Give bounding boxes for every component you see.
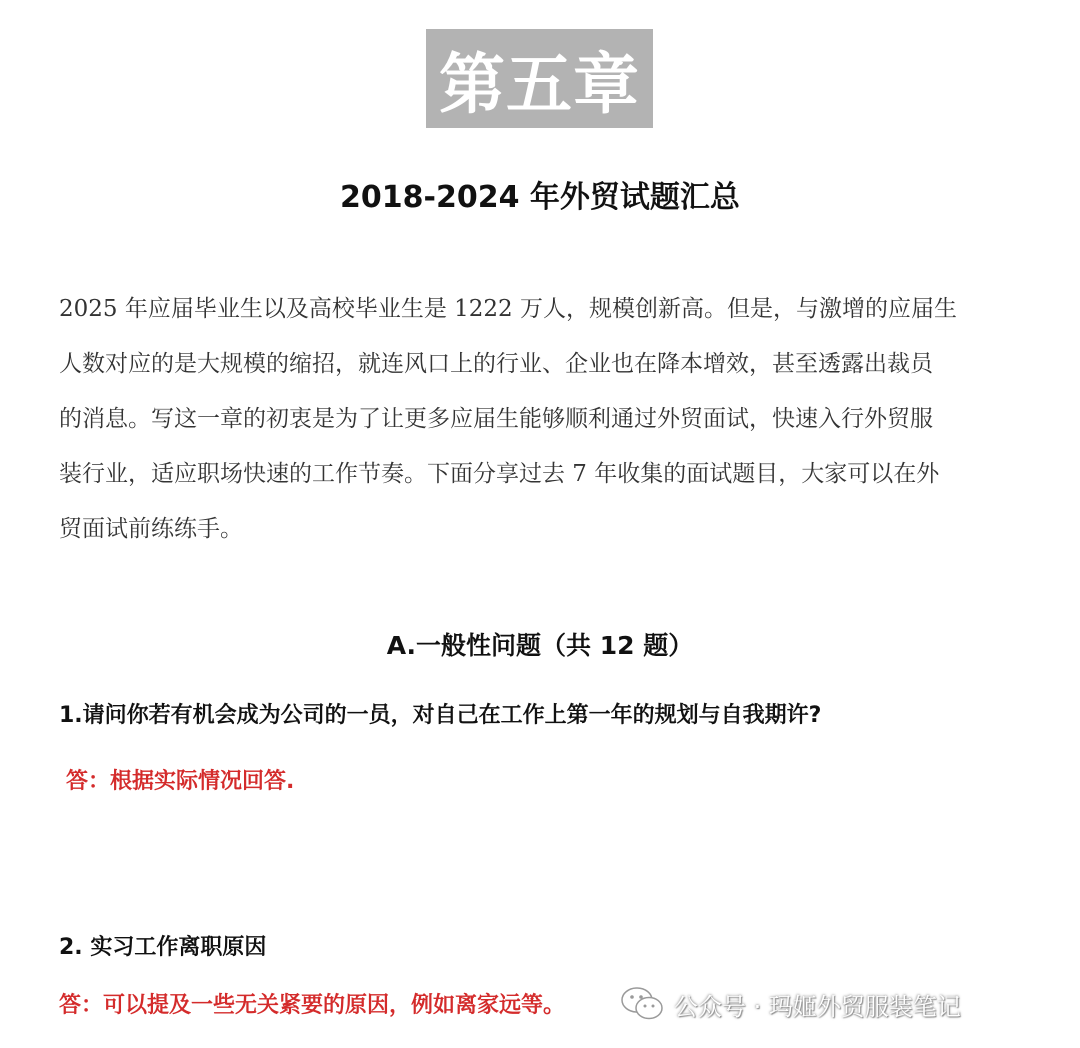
question-1: 1.请问你若有机会成为公司的一员，对自己在工作上第一年的规划与自我期许?	[59, 703, 822, 728]
intro-line: 的消息。写这一章的初衷是为了让更多应届生能够顺利通过外贸面试，快速入行外贸服	[59, 406, 933, 432]
question-2: 2. 实习工作离职原因	[59, 935, 267, 960]
watermark	[620, 984, 961, 1024]
section-heading: A.一般性问题（共 12 题）	[386, 631, 694, 660]
document-title: 2018-2024 年外贸试题汇总	[340, 180, 740, 215]
intro-paragraph	[59, 282, 1034, 557]
answer-1: 答：根据实际情况回答.	[66, 769, 295, 794]
intro-line: 2025 年应届毕业生以及高校毕业生是 1222 万人，规模创新高。但是，与激增的应届生	[59, 296, 957, 322]
answer-2: 答：可以提及一些无关紧要的原因，例如离家远等。	[59, 993, 566, 1018]
intro-line: 人数对应的是大规模的缩招，就连风口上的行业、企业也在降本增效，甚至透露出裁员	[59, 351, 933, 377]
intro-line: 贸面试前练练手。	[59, 516, 243, 542]
chapter-label: 第五章	[426, 29, 653, 128]
intro-line: 装行业，适应职场快速的工作节奏。下面分享过去 7 年收集的面试题目，大家可以在外	[59, 461, 940, 487]
wechat-icon	[620, 986, 664, 1022]
watermark-text: 公众号 · 玛姬外贸服装笔记	[674, 992, 961, 1021]
